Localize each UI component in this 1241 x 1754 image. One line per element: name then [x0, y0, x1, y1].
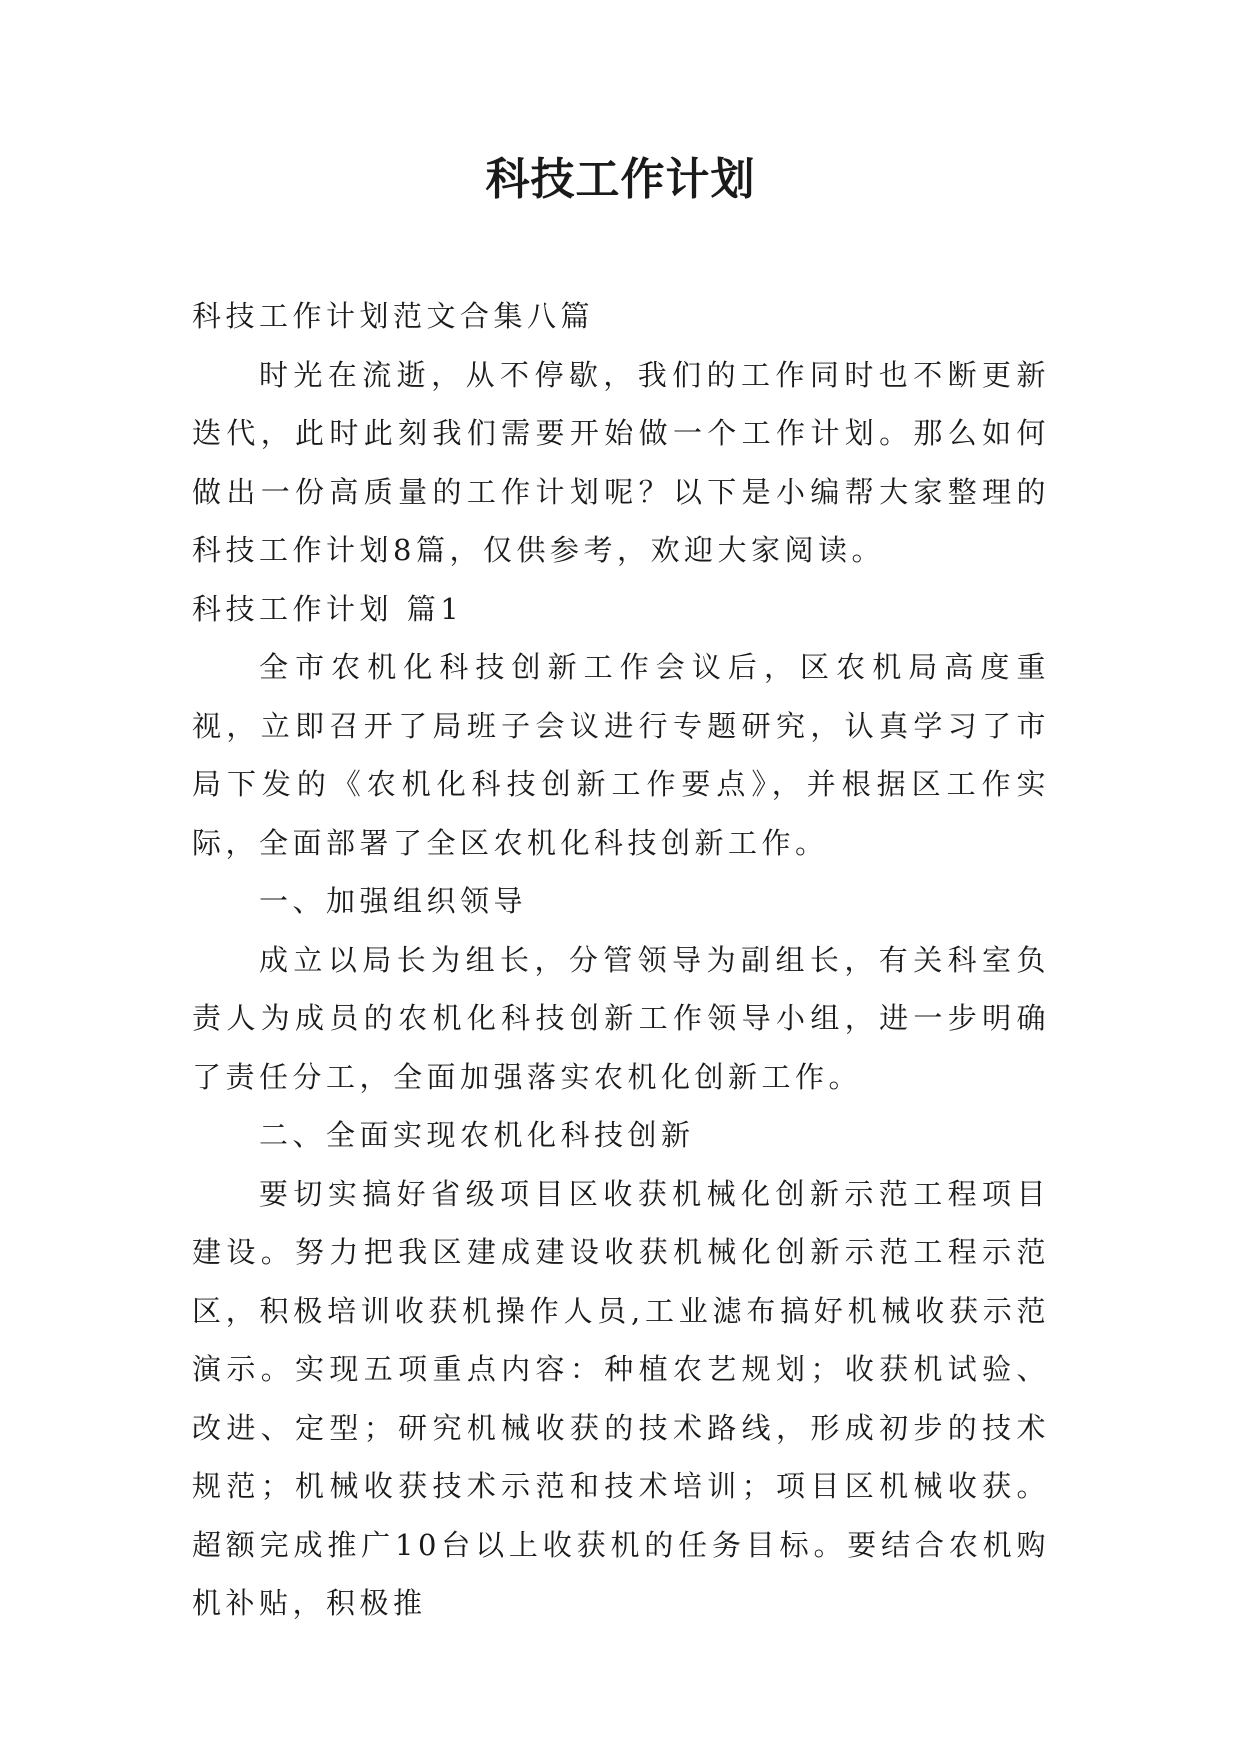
body-paragraph: 全市农机化科技创新工作会议后，区农机局高度重视，立即召开了局班子会议进行专题研究，认真学习了市局下发的《农机化科技创新工作要点》，并根据区工作实际，全面部署了全区农机化科技创新工作。 — [192, 650, 1050, 860]
subtitle-line: 科技工作计划范文合集八篇 — [192, 299, 595, 333]
document-body — [192, 287, 1050, 1633]
document-title: 科技工作计划 — [485, 154, 756, 205]
intro-paragraph: 时光在流逝，从不停歇，我们的工作同时也不断更新迭代，此时此刻我们需要开始做一个工作计划。那么如何做出一份高质量的工作计划呢？以下是小编帮大家整理的科技工作计划8篇，仅供参考，欢迎大家阅读。 — [192, 357, 1050, 567]
subheading-two: 二、全面实现农机化科技创新 — [259, 1118, 695, 1152]
subheading-one: 一、加强组织领导 — [259, 884, 528, 918]
section-heading: 科技工作计划 篇1 — [192, 591, 464, 626]
body-paragraph: 要切实搞好省级项目区收获机械化创新示范工程项目建设。努力把我区建成建设收获机械化创新示范工程示范区，积极培训收获机操作人员,工业滤布搞好机械收获示范演示。实现五项重点内容：种植农艺规划；收获机试验、改进、定型；研究机械收获的技术路线，形成初步的技术规范；机械收获技术示范和技术培训；项目区机械收获。超额完成推广10台以上收获机的任务目标。要结合农机购机补贴，积极推 — [192, 1176, 1050, 1620]
body-paragraph: 成立以局长为组长，分管领导为副组长，有关科室负责人为成员的农机化科技创新工作领导小组，进一步明确了责任分工，全面加强落实农机化创新工作。 — [192, 942, 1050, 1094]
